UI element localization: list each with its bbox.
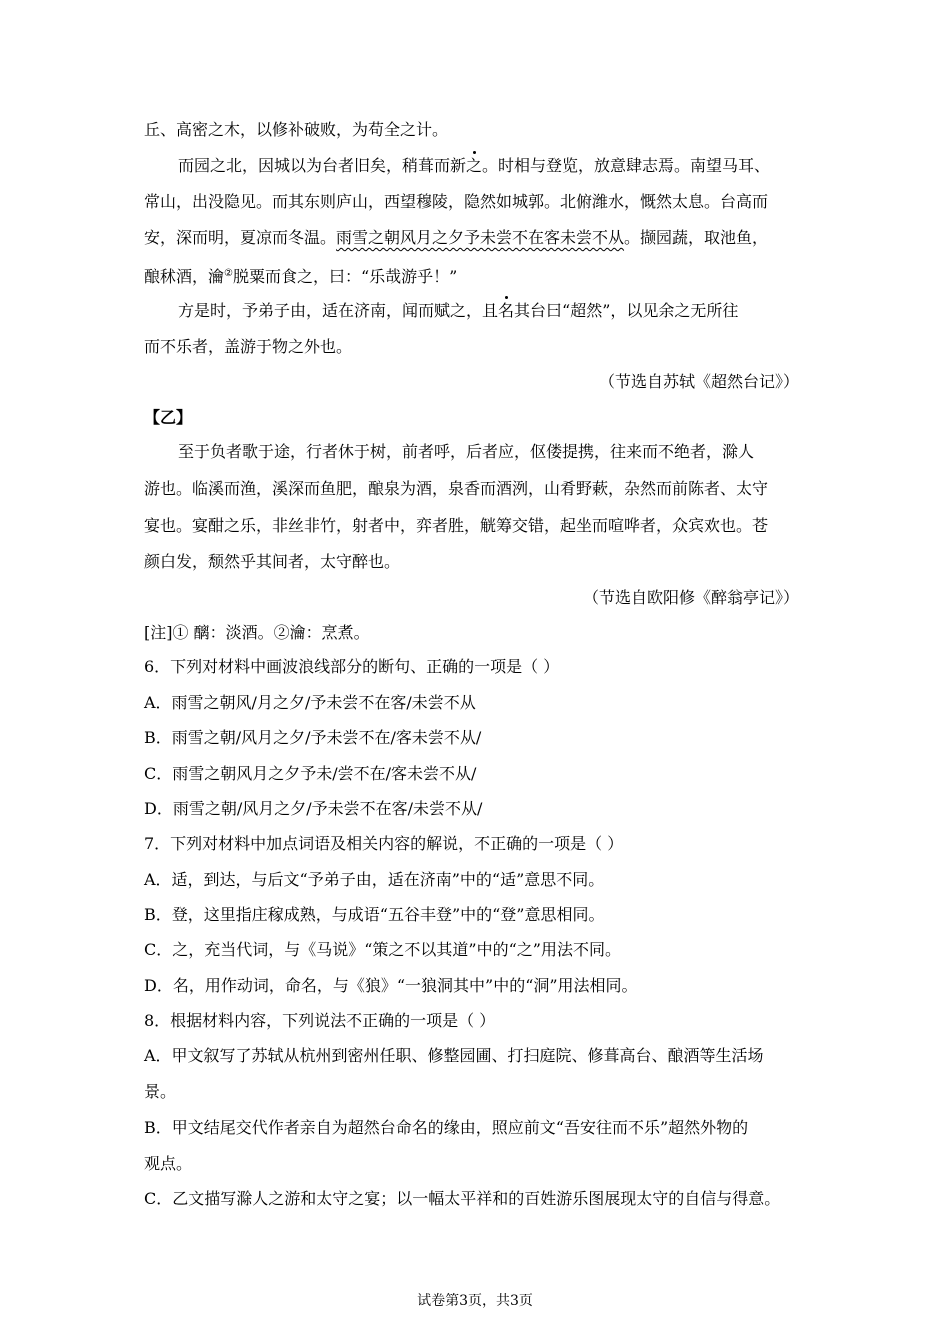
note-marker-2: ② [224,268,233,279]
yi-line-2: 游也。临溪而渔，溪深而鱼肥，酿泉为酒，泉香而酒洌，山肴野蔌，杂然而前陈者、太守 [144,479,769,498]
yi-source: （节选自欧阳修《醉翁亭记》） [582,588,799,607]
q7-option-a: A．适，到达，与后文“予弟子由，适在济南”中的“适”意思不同。 [144,870,605,889]
jia-source: （节选自苏轼《超然台记》） [598,372,799,391]
q8-option-c-line-1: C．乙文描写滁人之游和太守之宴；以一幅太平祥和的百姓游乐图展现太守的自信与得意。 [144,1189,781,1208]
q6-option-d: D．雨雪之朝/风月之夕/予未尝不在客/未尝不从/ [144,799,483,818]
wavy-underlined-sentence: 雨雪之朝风月之夕予未尝不在客未尝不从 [336,228,625,247]
q7-stem: 7．下列对材料中加点词语及相关内容的解说，不正确的一项是（ ） [144,834,624,853]
page-footer: 试卷第3页，共3页 [417,1293,533,1309]
dotted-word-zhi: 之 [466,156,483,175]
dotted-word-ming: 名 [498,301,515,320]
q7-option-b: B．登，这里指庄稼成熟，与成语“五谷丰登”中的“登”意思相同。 [144,905,605,924]
q8-option-a-line-1: A．甲文叙写了苏轼从杭州到密州任职、修整园圃、打扫庭院、修葺高台、酿酒等生活场 [144,1046,764,1065]
jia-para2-line-4: 酿秫酒，瀹②脱粟而食之，曰：“乐哉游乎！” [144,267,458,286]
q7-option-c: C．之，充当代词，与《马说》“策之不以其道”中的“之”用法不同。 [144,940,621,959]
jia-para3-line-1: 方是时，予弟子由，适在济南，闻而赋之，且名其台曰“超然”，以见余之无所往 [178,301,739,320]
jia-line-1: 丘、高密之木，以修补破败，为苟全之计。 [144,120,449,139]
yi-heading: 【乙】 [144,408,193,427]
q8-option-b-line-2: 观点。 [144,1154,193,1173]
q6-option-c: C．雨雪之朝风月之夕予未/尝不在/客未尝不从/ [144,764,477,783]
q8-option-a-line-2: 景。 [144,1082,177,1101]
q6-option-b: B．雨雪之朝/风月之夕/予未尝不在/客未尝不从/ [144,728,482,747]
yi-line-1: 至于负者歌于途，行者休于树，前者呼，后者应，伛偻提携，往来而不绝者，滁人 [178,442,755,461]
q6-stem: 6．下列对材料中画波浪线部分的断句、正确的一项是（ ） [144,657,560,676]
jia-para3-line-2: 而不乐者，盖游于物之外也。 [144,337,353,356]
jia-para2-line-2: 常山，出没隐见。而其东则庐山，西望穆陵，隐然如城郭。北俯潍水，慨然太息。台高而 [144,192,769,211]
yi-line-3: 宴也。宴酣之乐，非丝非竹，射者中，弈者胜，觥筹交错，起坐而喧哗者，众宾欢也。苍 [144,516,769,535]
annotation-note: [注]① 醨：淡酒。②瀹：烹煮。 [144,623,370,642]
q7-option-d: D．名，用作动词，命名，与《狼》“一狼洞其中”中的“洞”用法相同。 [144,976,638,995]
q8-option-b-line-1: B．甲文结尾交代作者亲自为超然台命名的缘由，照应前文“吾安往而不乐”超然外物的 [144,1118,749,1137]
yi-line-4: 颜白发，颓然乎其间者，太守醉也。 [144,552,401,571]
q8-stem: 8．根据材料内容，下列说法不正确的一项是（ ） [144,1011,496,1030]
jia-para2-line-1: 而园之北，因城以为台者旧矣，稍葺而新之。时相与登览，放意肆志焉。南望马耳、 [178,156,771,175]
jia-para2-line-3: 安，深而明，夏凉而冬温。雨雪之朝风月之夕予未尝不在客未尝不从。撷园蔬，取池鱼， [144,228,769,247]
q6-option-a: A．雨雪之朝风/月之夕/予未尝不在客/未尝不从 [144,693,476,712]
